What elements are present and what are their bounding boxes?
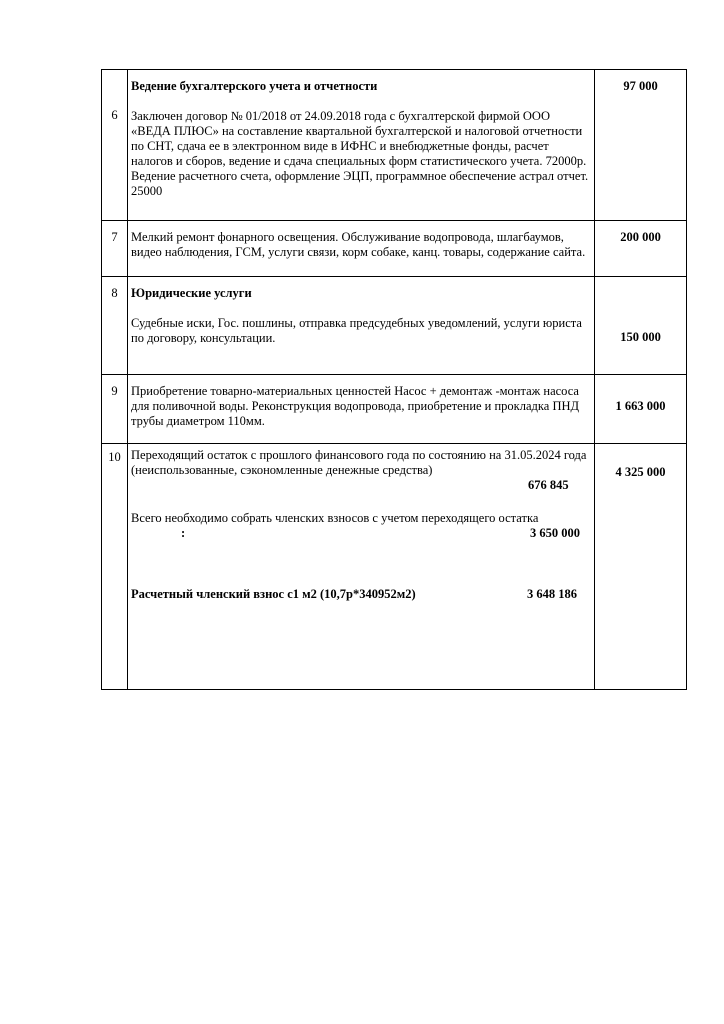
row-title: Юридические услуги	[131, 286, 252, 300]
description-cell	[128, 221, 595, 277]
total-line	[131, 526, 592, 541]
amount-cell	[595, 375, 687, 444]
row-number: 9	[111, 384, 118, 398]
row-number-cell	[102, 375, 128, 444]
row-amount: 4 325 000	[615, 465, 666, 479]
table-row	[102, 221, 687, 277]
row-number-cell	[102, 70, 128, 221]
row-number: 10	[108, 450, 121, 464]
carryover-text: Переходящий остаток с прошлого финансового года по состоянию на 31.05.2024 года (неиспользованные, сэкономленные денежные средства)	[131, 448, 587, 477]
amount-cell	[595, 277, 687, 375]
row-title: Ведение бухгалтерского учета и отчетности	[131, 79, 378, 93]
amount-cell	[595, 70, 687, 221]
row-amount: 1 663 000	[615, 399, 666, 413]
description-cell	[128, 70, 595, 221]
row-amount: 150 000	[620, 330, 661, 344]
calc-label: Расчетный членский взнос с1 м2 (10,7р*340952м2)	[131, 587, 416, 601]
budget-table	[101, 69, 687, 690]
row-text: Мелкий ремонт фонарного освещения. Обслуживание водопровода, шлагбаумов, видео наблюдения, ГСМ, услуги связи, корм собаке, канц. товары, содержание сайта.	[131, 230, 586, 259]
total-text: Всего необходимо собрать членских взносов с учетом переходящего остатка	[131, 511, 539, 525]
table-row	[102, 70, 687, 221]
table-row	[102, 375, 687, 444]
row-amount: 200 000	[620, 230, 661, 244]
amount-cell	[595, 221, 687, 277]
row-number-cell	[102, 277, 128, 375]
amount-cell	[595, 444, 687, 690]
carryover-value: 676 845	[528, 478, 569, 492]
row-number: 8	[111, 286, 118, 300]
calc-value: 3 648 186	[527, 587, 577, 601]
row-text: Приобретение товарно-материальных ценностей Насос + демонтаж -монтаж насоса для поливочной воды. Реконструкция водопровода, приобретение и прокладка ПНД трубы диаметром 110мм.	[131, 384, 580, 428]
total-colon: :	[181, 526, 186, 540]
table-row	[102, 444, 687, 690]
description-cell	[128, 444, 595, 690]
row-text: Заключен договор № 01/2018 от 24.09.2018 года с бухгалтерской фирмой ООО «ВЕДА ПЛЮС» на составление квартальной бухгалтерской и налоговой отчетности по СНТ, сдача ее в электронном виде в ИФНС и внебюджетные фонды, расчет налогов и сборов, ведение и сдача специальных форм статистического учета. 72000р.	[131, 109, 587, 168]
total-value: 3 650 000	[530, 526, 580, 540]
row-amount: 97 000	[623, 79, 658, 93]
row-text: Ведение расчетного счета, оформление ЭЦП, программное обеспечение астрал отчет. 25000	[131, 169, 589, 198]
row-number-cell	[102, 221, 128, 277]
calc-line	[131, 587, 592, 602]
description-cell	[128, 277, 595, 375]
table-row	[102, 277, 687, 375]
row-number: 6	[111, 108, 118, 122]
row-text: Судебные иски, Гос. пошлины, отправка предсудебных уведомлений, услуги юриста по договору, консультации.	[131, 316, 582, 345]
row-number-cell	[102, 444, 128, 690]
row-number: 7	[111, 230, 118, 244]
description-cell	[128, 375, 595, 444]
